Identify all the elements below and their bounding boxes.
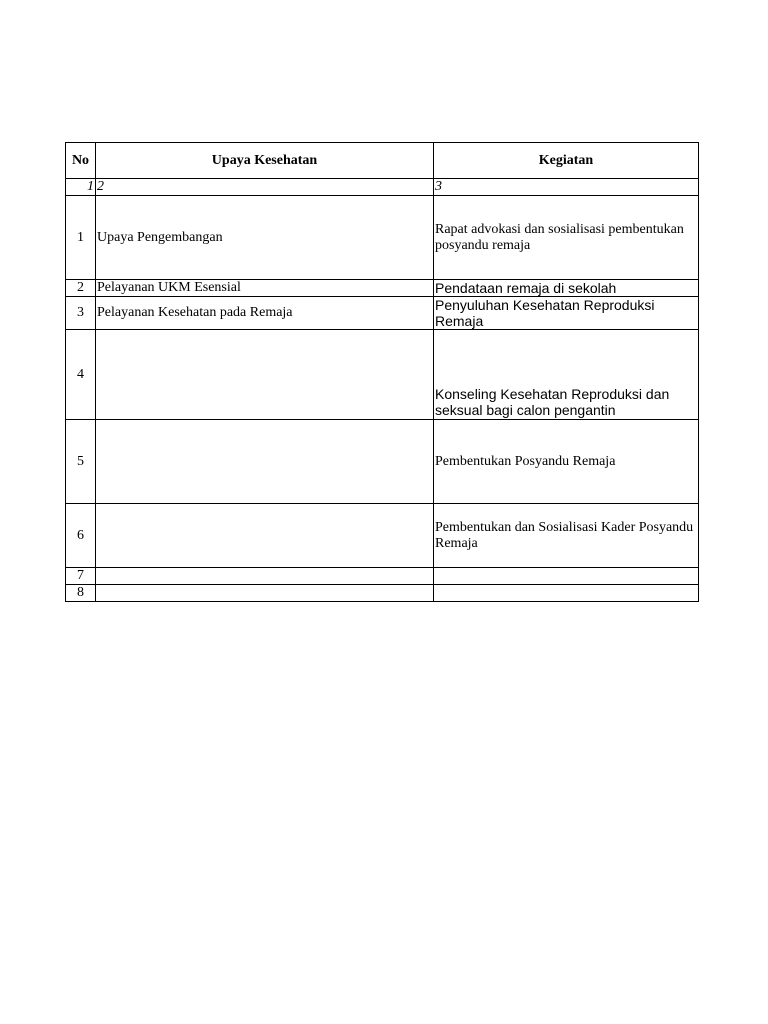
row-no-cell: 5 xyxy=(66,420,96,504)
row-no-cell: 3 xyxy=(66,297,96,330)
table-row xyxy=(66,504,699,568)
row-upaya-cell xyxy=(96,330,434,420)
row-kegiatan-cell xyxy=(434,585,699,602)
table-row xyxy=(66,568,699,585)
row-kegiatan-cell: Pembentukan dan Sosialisasi Kader Posyandu Remaja xyxy=(434,504,699,568)
row-no-cell: 6 xyxy=(66,504,96,568)
row-no-cell: 7 xyxy=(66,568,96,585)
activity-table xyxy=(65,142,699,602)
row-kegiatan-cell: Pembentukan Posyandu Remaja xyxy=(434,420,699,504)
row-no-cell: 1 xyxy=(66,196,96,280)
column-index-cell: 2 xyxy=(96,179,434,196)
row-upaya-cell: Pelayanan Kesehatan pada Remaja xyxy=(96,297,434,330)
header-upaya-kesehatan: Upaya Kesehatan xyxy=(96,143,434,179)
row-no-cell: 2 xyxy=(66,280,96,297)
row-upaya-cell xyxy=(96,504,434,568)
row-kegiatan-cell: Penyuluhan Kesehatan Reproduksi Remaja xyxy=(434,297,699,330)
table-row xyxy=(66,196,699,280)
header-row xyxy=(66,143,699,179)
column-index-row xyxy=(66,179,699,196)
row-no-cell: 8 xyxy=(66,585,96,602)
row-upaya-cell: Pelayanan UKM Esensial xyxy=(96,280,434,297)
table-row xyxy=(66,297,699,330)
header-kegiatan: Kegiatan xyxy=(434,143,699,179)
row-upaya-cell xyxy=(96,420,434,504)
row-kegiatan-cell: Rapat advokasi dan sosialisasi pembentukan posyandu remaja xyxy=(434,196,699,280)
header-no: No xyxy=(66,143,96,179)
row-kegiatan-cell: Pendataan remaja di sekolah xyxy=(434,280,699,297)
row-no-cell: 4 xyxy=(66,330,96,420)
table-row xyxy=(66,330,699,420)
table-row xyxy=(66,585,699,602)
row-upaya-cell: Upaya Pengembangan xyxy=(96,196,434,280)
column-index-cell: 3 xyxy=(434,179,699,196)
column-index-cell: 1 xyxy=(66,179,96,196)
row-upaya-cell xyxy=(96,585,434,602)
row-kegiatan-cell xyxy=(434,568,699,585)
row-upaya-cell xyxy=(96,568,434,585)
row-kegiatan-cell: Konseling Kesehatan Reproduksi dan seksual bagi calon pengantin xyxy=(434,330,699,420)
table-row xyxy=(66,280,699,297)
table-row xyxy=(66,420,699,504)
